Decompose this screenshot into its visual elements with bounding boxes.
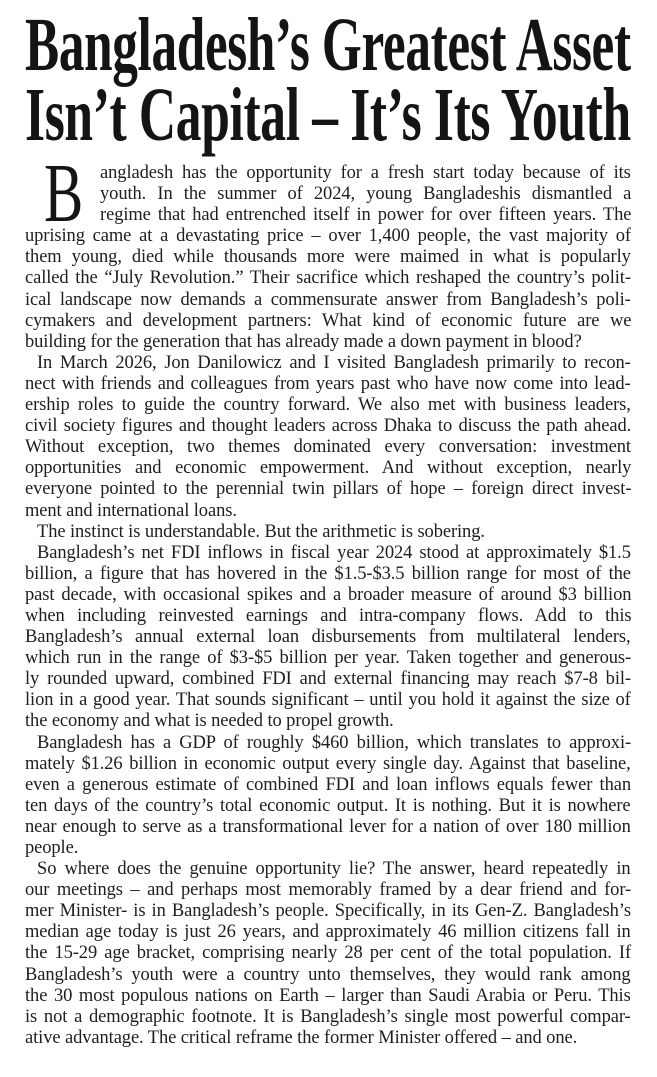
body-line: [25, 501, 631, 522]
body-line-text: the economy and what is needed to propel growth.: [25, 711, 394, 732]
body-line-text: opportunities and economic empowerment. And without exception, nearly: [25, 458, 632, 479]
indent-spacer: [25, 747, 37, 748]
body-line: [25, 986, 631, 1007]
body-line: [25, 247, 631, 268]
body-line: [25, 437, 631, 458]
body-line: [25, 458, 631, 479]
body-line-text: regime that had entrenched itself in power for over fifteen years. The: [100, 205, 632, 226]
body-line: [25, 268, 631, 289]
body-line-text: Bangladesh’s annual external loan disbursements from multilateral lenders,: [25, 627, 631, 648]
body-line: [25, 880, 631, 901]
headline: [25, 3, 631, 157]
body-line-text: our meetings – and perhaps most memorably framed by a dear friend and for-: [25, 880, 632, 901]
body-line-text: ership roles to guide the country forward. We also met with business leaders,: [25, 395, 631, 416]
body-line-text: youth. In the summer of 2024, young Bangladeshis dismantled a: [100, 184, 632, 205]
body-line: [100, 184, 631, 205]
body-line: [25, 585, 631, 606]
body-line: [25, 648, 631, 669]
body-line-text: is not a demographic footnote. It is Bangladesh’s single most powerful compar-: [25, 1006, 631, 1027]
body-line: [25, 606, 631, 627]
body-line-text: ment and international loans.: [25, 500, 237, 521]
indent-spacer: [25, 557, 37, 558]
body-line-text: ten days of the country’s total economic output. It is nothing. But it is nowhere: [25, 795, 631, 816]
body-line: [25, 838, 631, 859]
paragraph: [25, 543, 631, 733]
body-line-text: when including reinvested earnings and intra-company flows. Add to this: [25, 605, 632, 626]
body-line-text: Without exception, two themes dominated every conversation: investment: [25, 437, 631, 458]
article-body: [25, 147, 632, 1049]
body-line-text: the 30 most populous nations on Earth – larger than Saudi Arabia or Peru. This: [25, 985, 631, 1006]
body-line-text: So where does the genuine opportunity lie? The answer, heard repeatedly in: [37, 859, 631, 880]
paragraph: [25, 733, 631, 860]
drop-cap-lines: [100, 163, 631, 226]
body-line-text: ly rounded upward, combined FDI and external financing may reach $7-8 bil-: [25, 669, 631, 690]
drop-cap: B: [44, 147, 84, 240]
body-line-text: Bangladesh’s youth were a country unto themselves, they would rank among: [25, 964, 631, 985]
body-line: [25, 775, 631, 796]
body-line: [25, 353, 631, 374]
paragraph: [25, 522, 631, 543]
body-line: [25, 859, 631, 880]
body-line: [25, 522, 631, 543]
body-line-text: them young, died while thousands more were maimed in what is popularly: [25, 247, 631, 268]
body-line-text: building for the generation that has already made a down payment in blood?: [25, 331, 582, 352]
body-line: [25, 711, 631, 732]
body-line-text: ative advantage. The critical reframe the former Minister offered – and one.: [25, 1027, 578, 1048]
body-line: [25, 374, 631, 395]
indent-spacer: [25, 873, 37, 874]
body-line-text: near enough to serve as a transformational lever for a nation of over 180 million: [25, 816, 631, 837]
body-line-text: nect with friends and colleagues from years past who have now come into lead-: [25, 373, 631, 394]
body-line-text: angladesh has the opportunity for a fresh start today because of its: [100, 163, 631, 183]
body-line: [25, 416, 631, 437]
body-line-text: uprising came at a devastating price – over 1,400 people, the vast majority of: [25, 226, 631, 247]
body-line: [25, 1028, 631, 1049]
body-line-text: Bangladesh has a GDP of roughly $460 billion, which translates to approxi-: [37, 732, 632, 753]
body-line: [25, 754, 631, 775]
body-line: [25, 669, 631, 690]
indent-spacer: [25, 367, 37, 368]
body-line-text: Bangladesh’s net FDI inflows in fiscal year 2024 stood at approximately $1.5: [37, 542, 631, 563]
body-line: [25, 817, 631, 838]
body-line: [25, 290, 631, 311]
headline-line-1: [25, 3, 631, 87]
body-line-text: In March 2026, Jon Danilowicz and I visited Bangladesh primarily to recon-: [37, 352, 631, 373]
body-line-text: billion, a figure that has hovered in the $1.5-$3.5 billion range for most of the: [25, 563, 631, 584]
headline-text-1: Bangladesh’s Greatest Asset: [25, 3, 631, 87]
body-line: [25, 543, 631, 564]
body-line: [25, 311, 631, 332]
body-line: [25, 564, 631, 585]
body-line-text: which run in the range of $3-$5 billion per year. Taken together and generous-: [25, 648, 632, 669]
body-line-text: people.: [25, 838, 79, 858]
body-line: [25, 733, 631, 754]
paragraph: [25, 353, 631, 522]
body-line: [25, 922, 631, 943]
body-line-text: median age today is just 26 years, and approximately 46 million citizens fall in: [25, 922, 631, 943]
body-line: [25, 1007, 631, 1028]
body-line: [25, 479, 631, 500]
body-line-text: mately $1.26 billion in economic output every single day. Against that baseline,: [25, 753, 631, 774]
body-line: [25, 943, 631, 964]
body-line: [25, 796, 631, 817]
body-line-text: everyone pointed to the perennial twin pillars of hope – foreign direct invest-: [25, 479, 632, 500]
body-line: [25, 901, 631, 922]
body-line-text: past decade, with occasional spikes and a broader measure of around $3 billion: [25, 584, 632, 605]
body-line-text: the 15-29 age bracket, comprising nearly 28 per cent of the total population. If: [25, 943, 632, 964]
indent-spacer: [25, 536, 37, 537]
body-line: [25, 332, 631, 353]
headline-text-2: Isn’t Capital – It’s Its Youth: [25, 73, 631, 157]
paragraph: [25, 859, 631, 1049]
paragraph: [25, 147, 632, 353]
body-line-text: even a generous estimate of combined FDI and loan inflows equals fewer than: [25, 774, 632, 795]
body-line: [25, 627, 631, 648]
body-line-text: The instinct is understandable. But the arithmetic is sobering.: [37, 521, 485, 542]
drop-cap-cell: [44, 147, 100, 240]
body-line: [100, 205, 631, 226]
body-line: [100, 163, 631, 184]
body-line-text: cymakers and development partners: What kind of economic future are we: [25, 310, 632, 331]
body-line-text: mer Minister- is in Bangladesh’s people. Specifically, in its Gen-Z. Bangladesh’s: [25, 901, 631, 922]
body-line: [25, 965, 631, 986]
body-line-text: called the “July Revolution.” Their sacrifice which reshaped the country’s polit-: [25, 268, 631, 289]
body-line-text: ical landscape now demands a commensurate answer from Bangladesh’s poli-: [25, 289, 631, 310]
body-line: [25, 690, 631, 711]
body-line-text: civil society figures and thought leaders across Dhaka to discuss the path ahead.: [25, 416, 632, 437]
body-line: [25, 226, 631, 247]
headline-line-2: [25, 73, 631, 157]
body-line: [25, 395, 631, 416]
body-line-text: lion in a good year. That sounds significant – until you hold it against the size of: [25, 690, 631, 711]
